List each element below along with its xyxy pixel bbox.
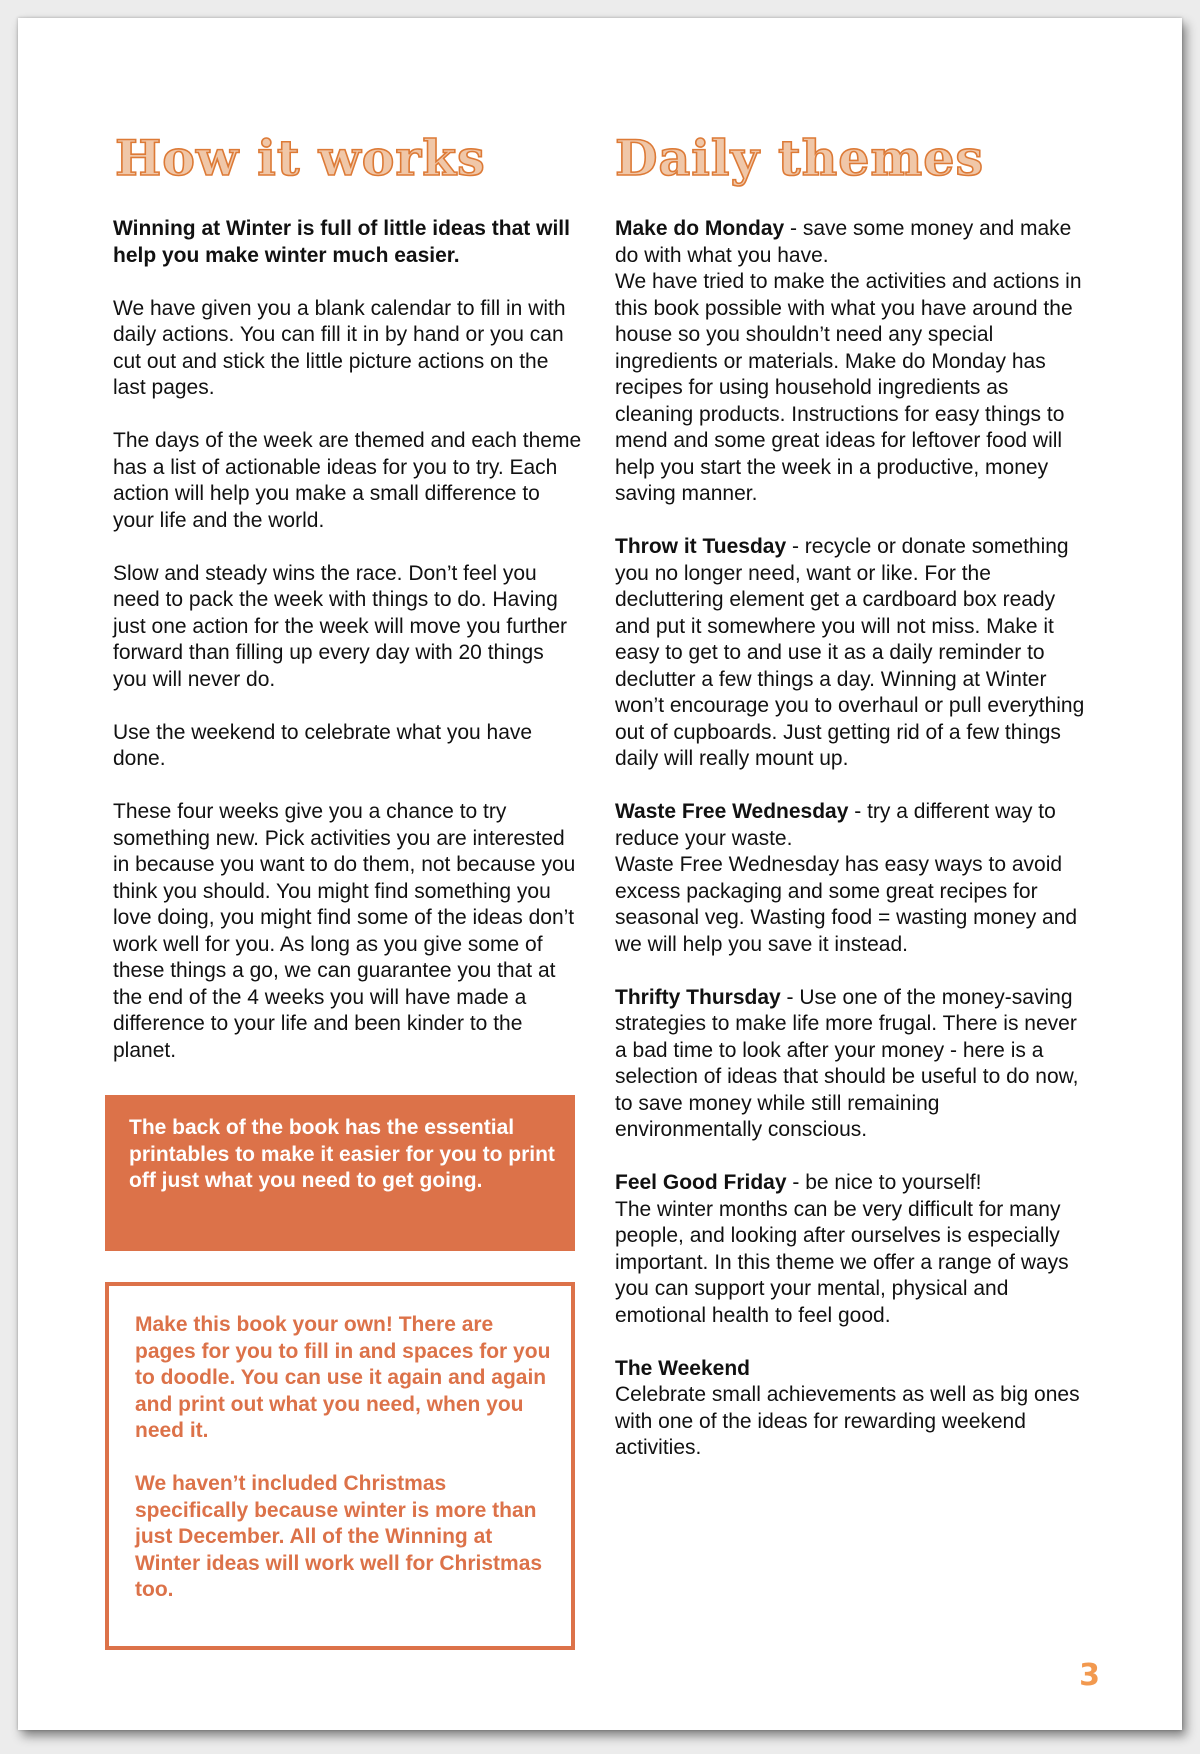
theme-feel-good-friday (615, 1170, 1085, 1329)
make-it-your-own-text: Make this book your own! There are pages for you to fill in and spaces for you to doodle. You can use it again and again and print out what you need, when you need it. (135, 1313, 551, 1442)
theme-text: Celebrate small achievements as well as big ones with one of the ideas for rewarding weekend activities. (615, 1383, 1080, 1459)
theme-text: - save some money and make do with what you have. We have tried to make the activities and actions in this book possible with what you have around the house so you shouldn’t need any special ingredients or materials. Make do Monday has recipes for using household ingredients as cleaning products. Instructions for easy things to mend and some great ideas for leftover food will help you start the week in a productive, money saving manner. (615, 217, 1082, 505)
theme-title: Make do Monday (615, 217, 785, 240)
theme-title: Throw it Tuesday (615, 535, 787, 558)
daily-themes-heading: Daily themes (615, 129, 985, 187)
theme-text: - be nice to yourself! The winter months can be very difficult for many people, and looking after ourselves is especially important. In this theme we offer a range of ways you can support your mental, physical and emotional health to feel good. (615, 1171, 1069, 1327)
theme-throw-it-tuesday (615, 534, 1085, 773)
page-number: 3 (1079, 1658, 1100, 1693)
slow-steady-paragraph: Slow and steady wins the race. Don’t feel you need to pack the week with things to do. Having just one action for the week will move you further forward than filling up every day with 20 things you will never do. (113, 561, 568, 691)
page (18, 18, 1182, 1730)
theme-title: Thrifty Thursday (615, 985, 781, 1009)
daily-themes-column (615, 128, 1085, 1488)
theme-text: - try a different way to reduce your waste. Waste Free Wednesday has easy ways to avoid excess packaging and some great recipes for seasonal veg. Wasting food = wasting money and we will help you save it instead. (615, 800, 1078, 956)
calendar-paragraph: We have given you a blank calendar to fill in with daily actions. You can fill it in by hand or you can cut out and stick the little picture actions on the last pages. (113, 296, 566, 399)
how-it-works-heading: How it works (115, 129, 486, 187)
weekend-paragraph: Use the weekend to celebrate what you have done. (113, 720, 533, 770)
themes-paragraph: The days of the week are themed and each theme has a list of actionable ideas for you to try. Each action will help you make a small difference to your life and the world. (113, 429, 582, 532)
make-it-your-own-callout (105, 1282, 575, 1650)
theme-waste-free-wednesday (615, 799, 1085, 958)
theme-title: Waste Free Wednesday (615, 800, 849, 823)
printables-callout-text: The back of the book has the essential printables to make it easier for you to print off just what you need to get going. (129, 1116, 555, 1192)
theme-text: - recycle or donate something you no longer need, want or like. For the decluttering element get a cardboard box ready and put it somewhere you will not miss. Make it easy to get to and use it as a daily reminder to declutter a few things a day. Winning at Winter won’t encourage you to overhaul or pull everything out of cupboards. Just getting rid of a few things daily will really mount up. (615, 535, 1085, 770)
christmas-note-text: We haven’t included Christmas specifically because winter is more than just December. All of the Winning at Winter ideas will work well for Christmas too. (135, 1472, 543, 1601)
how-it-works-column (113, 128, 583, 1091)
theme-make-do-monday (615, 216, 1085, 508)
printables-callout (105, 1095, 575, 1251)
intro-paragraph: Winning at Winter is full of little ideas that will help you make winter much easier. (113, 217, 570, 267)
four-weeks-paragraph: These four weeks give you a chance to try something new. Pick activities you are interested in because you want to do them, not because you think you should. You might find something you love doing, you might find some of the ideas don’t work well for you. As long as you give some of these things a go, we can guarantee you that at the end of the 4 weeks you will have made a difference to your life and been kinder to the planet. (113, 800, 576, 1062)
theme-title: The Weekend (615, 1356, 750, 1380)
theme-title: Feel Good Friday (615, 1171, 787, 1194)
theme-the-weekend (615, 1356, 1085, 1462)
theme-thrifty-thursday (615, 985, 1085, 1144)
theme-text: - Use one of the money-saving strategies to make life more frugal. There is never a bad time to look after your money - here is a selection of ideas that should be useful to do now, to save money while still remaining environmentally conscious. (615, 985, 1079, 1141)
